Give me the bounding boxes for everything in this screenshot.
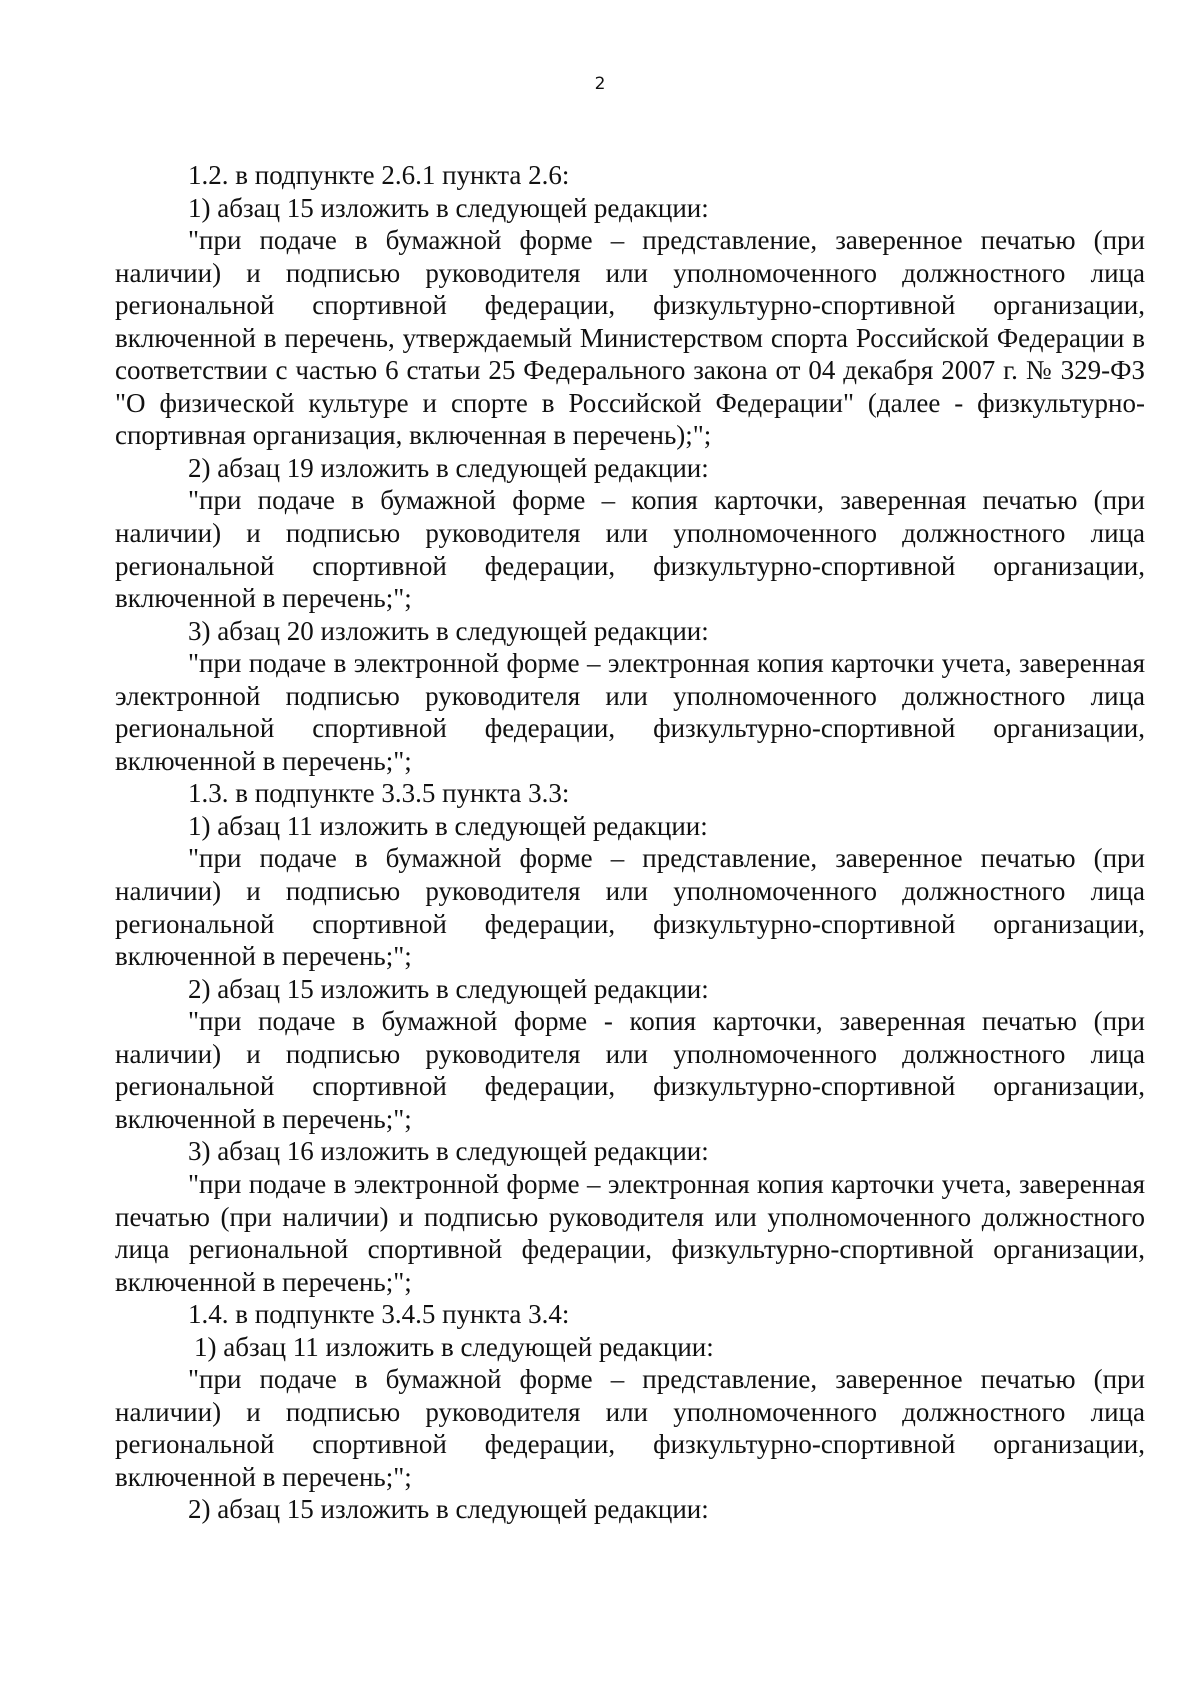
- amendment-text: "при подаче в бумажной форме – представление, заверенное печатью (при наличии) и подписью руководителя или уполномоченного должностного лица региональной спортивной федерации, физкультурно-спортивной организации, включенной в перечень, утверждаемый Министерством спорта Российской Федерации в соответствии с частью 6 статьи 25 Федерального закона от 04 декабря 2007 г. № 329-ФЗ "О физической культуре и спорте в Российской Федерации" (далее - физкультурно-спортивная организация, включенная в перечень);";: [115, 225, 1145, 451]
- amendment-text: "при подаче в электронной форме – электронная копия карточки учета, заверенная электронной подписью руководителя или уполномоченного должностного лица региональной спортивной федерации, физкультурно-спортивной организации, включенной в перечень;";: [115, 648, 1145, 776]
- amendment-instruction: 3) абзац 20 изложить в следующей редакции:: [188, 615, 709, 646]
- amendment-text: "при подаче в бумажной форме – копия карточки, заверенная печатью (при наличии) и подписью руководителя или уполномоченного должностного лица региональной спортивной федерации, физкультурно-спортивной организации, включенной в перечень;";: [115, 485, 1145, 614]
- page-number: 2: [594, 74, 606, 94]
- document-body: [115, 159, 1145, 1526]
- section-heading-1-3: 1.3. в подпункте 3.3.5 пункта 3.3:: [188, 778, 570, 809]
- amendment-instruction: 2) абзац 19 изложить в следующей редакции:: [188, 452, 709, 483]
- amendment-text: "при подаче в бумажной форме - копия карточки, заверенная печатью (при наличии) и подписью руководителя или уполномоченного должностного лица региональной спортивной федерации, физкультурно-спортивной организации, включенной в перечень;";: [115, 1006, 1145, 1134]
- amendment-text: "при подаче в бумажной форме – представление, заверенное печатью (при наличии) и подписью руководителя или уполномоченного должностного лица региональной спортивной федерации, физкультурно-спортивной организации, включенной в перечень;";: [115, 843, 1145, 972]
- amendment-instruction: 1) абзац 15 изложить в следующей редакции:: [188, 192, 709, 223]
- amendment-instruction: 1) абзац 11 изложить в следующей редакции:: [194, 1331, 714, 1362]
- amendment-instruction: 3) абзац 16 изложить в следующей редакции:: [188, 1136, 709, 1167]
- section-heading-1-2: 1.2. в подпункте 2.6.1 пункта 2.6:: [188, 160, 570, 190]
- amendment-instruction: 2) абзац 15 изложить в следующей редакции:: [188, 1494, 709, 1525]
- amendment-instruction: 1) абзац 11 изложить в следующей редакции:: [188, 810, 708, 841]
- amendment-text: "при подаче в электронной форме – электронная копия карточки учета, заверенная печатью (при наличии) и подписью руководителя или уполномоченного должностного лица региональной спортивной федерации, физкультурно-спортивной организации, включенной в перечень;";: [115, 1168, 1145, 1297]
- section-heading-1-4: 1.4. в подпункте 3.4.5 пункта 3.4:: [188, 1299, 570, 1330]
- amendment-text: "при подаче в бумажной форме – представление, заверенное печатью (при наличии) и подписью руководителя или уполномоченного должностного лица региональной спортивной федерации, физкультурно-спортивной организации, включенной в перечень;";: [115, 1364, 1145, 1492]
- amendment-instruction: 2) абзац 15 изложить в следующей редакции:: [188, 973, 709, 1004]
